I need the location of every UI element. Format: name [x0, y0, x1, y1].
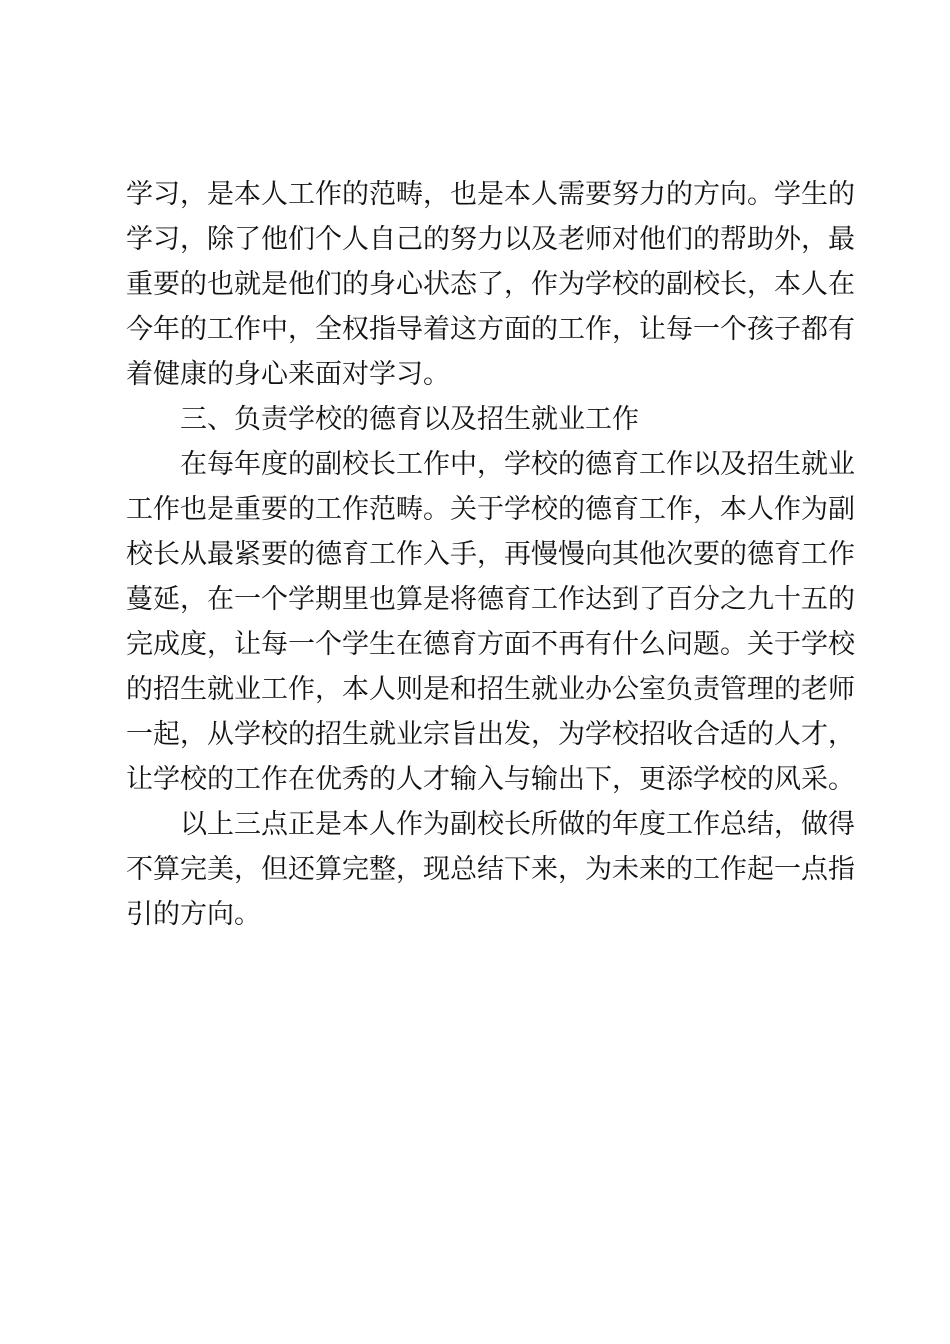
paragraph-line: 让学校的工作在优秀的人才输入与输出下，更添学校的风采。: [126, 764, 855, 795]
paragraph-line: 一起，从学校的招生就业宗旨出发，为学校招收合适的人才，: [126, 719, 855, 750]
paragraph-line: 引的方向。: [126, 899, 261, 930]
paragraph-line: 以上三点正是本人作为副校长所做的年度工作总结，做得: [180, 809, 855, 840]
paragraph-line: 着健康的身心来面对学习。: [126, 359, 450, 390]
paragraph-line: 校长从最紧要的德育工作入手，再慢慢向其他次要的德育工作: [126, 539, 855, 570]
document-body: [126, 172, 855, 937]
paragraph-line: 学习，是本人工作的范畴，也是本人需要努力的方向。学生的: [126, 179, 855, 210]
paragraph-line: 学习，除了他们个人自己的努力以及老师对他们的帮助外，最: [126, 224, 855, 255]
paragraph-line: 工作也是重要的工作范畴。关于学校的德育工作，本人作为副: [126, 494, 855, 525]
section-heading: 三、负责学校的德育以及招生就业工作: [180, 404, 639, 435]
paragraph-line: 重要的也就是他们的身心状态了，作为学校的副校长，本人在: [126, 269, 855, 300]
paragraph-line: 的招生就业工作，本人则是和招生就业办公室负责管理的老师: [126, 674, 855, 705]
paragraph-line: 在每年度的副校长工作中，学校的德育工作以及招生就业: [180, 449, 855, 480]
paragraph-line: 今年的工作中，全权指导着这方面的工作，让每一个孩子都有: [126, 314, 855, 345]
paragraph-line: 完成度，让每一个学生在德育方面不再有什么问题。关于学校: [126, 629, 855, 660]
paragraph-line: 不算完美，但还算完整，现总结下来，为未来的工作起一点指: [126, 854, 855, 885]
paragraph-line: 蔓延，在一个学期里也算是将德育工作达到了百分之九十五的: [126, 584, 855, 615]
